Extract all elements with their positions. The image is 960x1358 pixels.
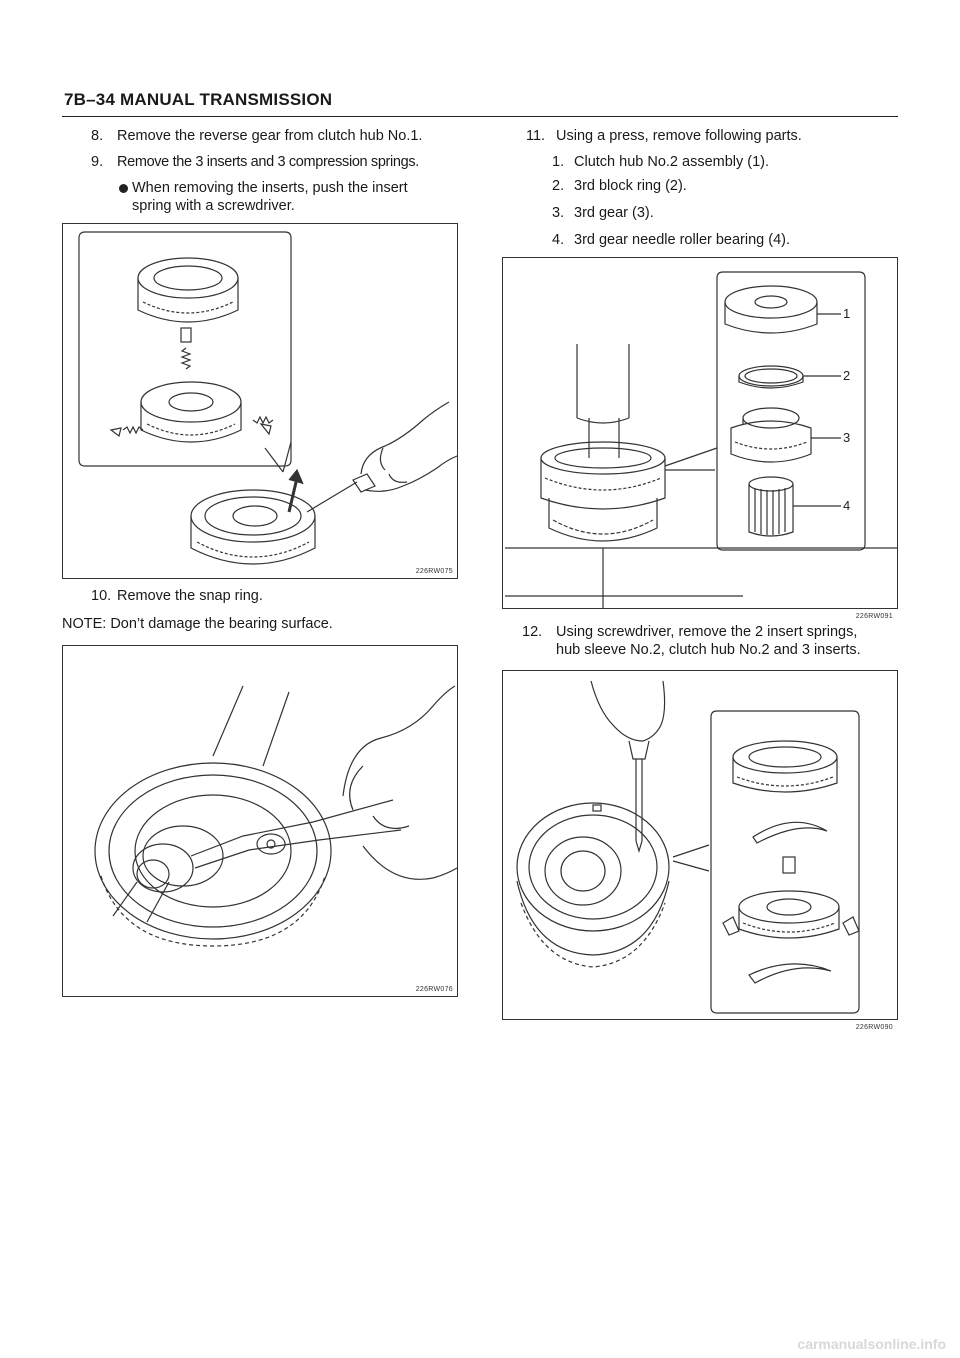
step-12-text-line2: hub sleeve No.2, clutch hub No.2 and 3 inserts. <box>556 642 861 658</box>
step-10-number: 10. <box>91 588 112 604</box>
snap-ring-pliers-illustration <box>63 646 457 996</box>
figure-id-226RW075: 226RW075 <box>415 568 453 575</box>
step-9-bullet-line1: When removing the inserts, push the insert <box>132 180 408 196</box>
step-9-number: 9. <box>91 154 104 170</box>
step-9-bullet-line2: spring with a screwdriver. <box>132 198 295 214</box>
hub-insert-screwdriver-illustration <box>63 224 457 578</box>
step-9-text: Remove the 3 inserts and 3 compression springs. <box>117 154 419 170</box>
figure-226RW090 <box>502 670 898 1031</box>
figure-226RW076 <box>62 645 458 997</box>
step-12-number: 12. <box>522 624 543 640</box>
substep-4-text: 3rd gear needle roller bearing (4). <box>574 232 791 248</box>
step-8-number: 8. <box>91 128 104 144</box>
figure-226RW091 <box>502 257 898 620</box>
substep-1-number: 1. <box>552 154 565 170</box>
callout-2: 2 <box>843 368 851 383</box>
substep-1-text: Clutch hub No.2 assembly (1). <box>574 154 770 170</box>
step-11-text: Using a press, remove following parts. <box>556 128 802 144</box>
press-gear-removal-illustration <box>503 258 897 608</box>
substep-3-number: 3. <box>552 205 565 221</box>
callout-4: 4 <box>843 498 851 513</box>
figure-id-226RW076: 226RW076 <box>415 986 453 993</box>
page-header: 7B–34 MANUAL TRANSMISSION <box>64 90 333 109</box>
callout-3: 3 <box>843 430 851 445</box>
note: NOTE: Don’t damage the bearing surface. <box>62 616 333 632</box>
step-11-number: 11. <box>526 128 546 144</box>
step-8-text: Remove the reverse gear from clutch hub No.1. <box>117 128 423 144</box>
substep-2-number: 2. <box>552 178 565 194</box>
callout-1: 1 <box>843 306 851 321</box>
step-10-text: Remove the snap ring. <box>117 588 263 604</box>
footer-watermark: carmanualsonline.info <box>797 1336 946 1352</box>
bullet-dot-icon <box>119 184 128 193</box>
substep-4-number: 4. <box>552 232 565 248</box>
hub-sleeve-disassembly-illustration <box>503 671 897 1019</box>
figure-226RW075 <box>62 223 458 579</box>
substep-3-text: 3rd gear (3). <box>574 205 654 221</box>
substep-2-text: 3rd block ring (2). <box>574 178 687 194</box>
figure-id-226RW091: 226RW091 <box>855 613 893 620</box>
step-12-text-line1: Using screwdriver, remove the 2 insert springs, <box>556 624 858 640</box>
figure-id-226RW090: 226RW090 <box>855 1024 893 1031</box>
header-divider <box>62 116 898 117</box>
